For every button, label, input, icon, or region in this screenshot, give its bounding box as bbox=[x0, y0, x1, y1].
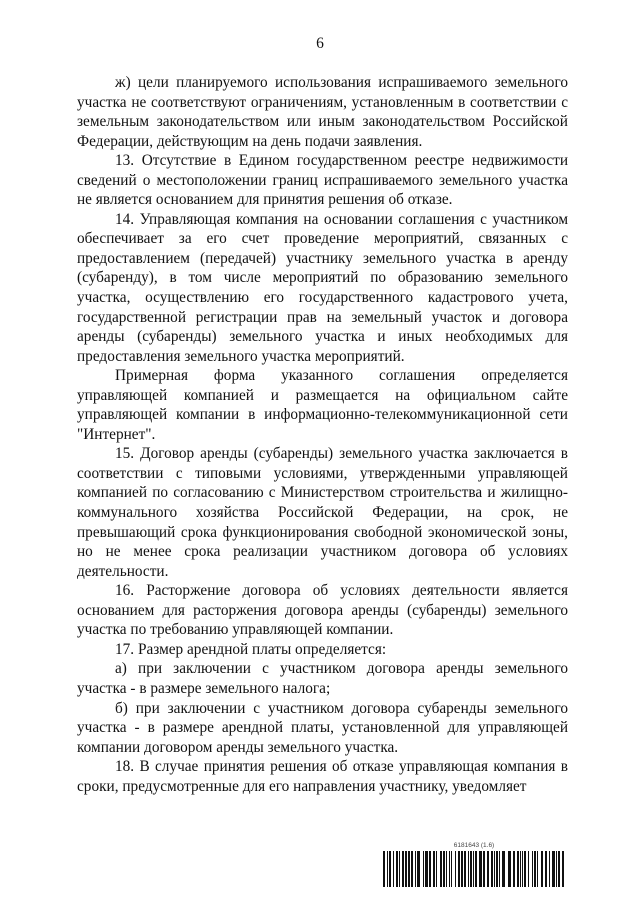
paragraph-zh: ж) цели планируемого использования испрашиваемого земельного участка не соответствуют ограничениям, установленным в соответствии с земельным законодательством или иным законодательством Российской Федерации, действующим на день подачи заявления. bbox=[77, 74, 568, 150]
paragraph-18: 18. В случае принятия решения об отказе управляющая компания в сроки, предусмотренные для его направления участнику, уведомляет bbox=[77, 758, 568, 795]
paragraph-15: 15. Договор аренды (субаренды) земельного участка заключается в соответствии с типовыми условиями, утвержденными управляющей компанией по согласованию с Министерством строительства и жилищно-коммунального хозяйства Российской Федерации, на срок, не превышающий срока функционирования свободной экономической зоны, но не менее срока реализации участником договора об условиях деятельности. bbox=[77, 445, 568, 580]
paragraph-17: 17. Размер арендной платы определяется: bbox=[115, 640, 387, 658]
paragraph-16: 16. Расторжение договора об условиях деятельности является основанием для расторжения договора аренды (субаренды) земельного участка по требованию управляющей компании. bbox=[77, 582, 568, 639]
paragraph-14-form: Примерная форма указанного соглашения определяется управляющей компанией и размещается на официальном сайте управляющей компании в информационно-телекоммуникационной сети "Интернет". bbox=[77, 367, 568, 443]
paragraph-14: 14. Управляющая компания на основании соглашения с участником обеспечивает за его счет проведение мероприятий, связанных с предоставлением (передачей) участнику земельного участка в аренду (субаренду), в том числе мероприятий по образованию земельного участка, осуществлению его государственного кадастрового учета, государственной регистрации прав на земельный участок и договора аренды (субаренды) земельного участка и иных необходимых для предоставления земельного участка мероприятий. bbox=[77, 210, 568, 365]
document-barcode-block bbox=[383, 842, 565, 887]
document-body bbox=[77, 73, 568, 796]
paragraph-17-a: а) при заключении с участником договора аренды земельного участка - в размере земельного налога; bbox=[77, 660, 568, 697]
paragraph-17-b: б) при заключении с участником договора субаренды земельного участка - в размере арендной платы, установленной для управляющей компании договором аренды земельного участка. bbox=[77, 699, 568, 756]
page-number: 6 bbox=[316, 35, 324, 52]
barcode-icon bbox=[383, 851, 565, 887]
barcode-caption: 6181643 (1.6) bbox=[453, 842, 495, 849]
paragraph-13: 13. Отсутствие в Едином государственном реестре недвижимости сведений о местоположении границ испрашиваемого земельного участка не является основанием для принятия решения об отказе. bbox=[77, 152, 568, 209]
